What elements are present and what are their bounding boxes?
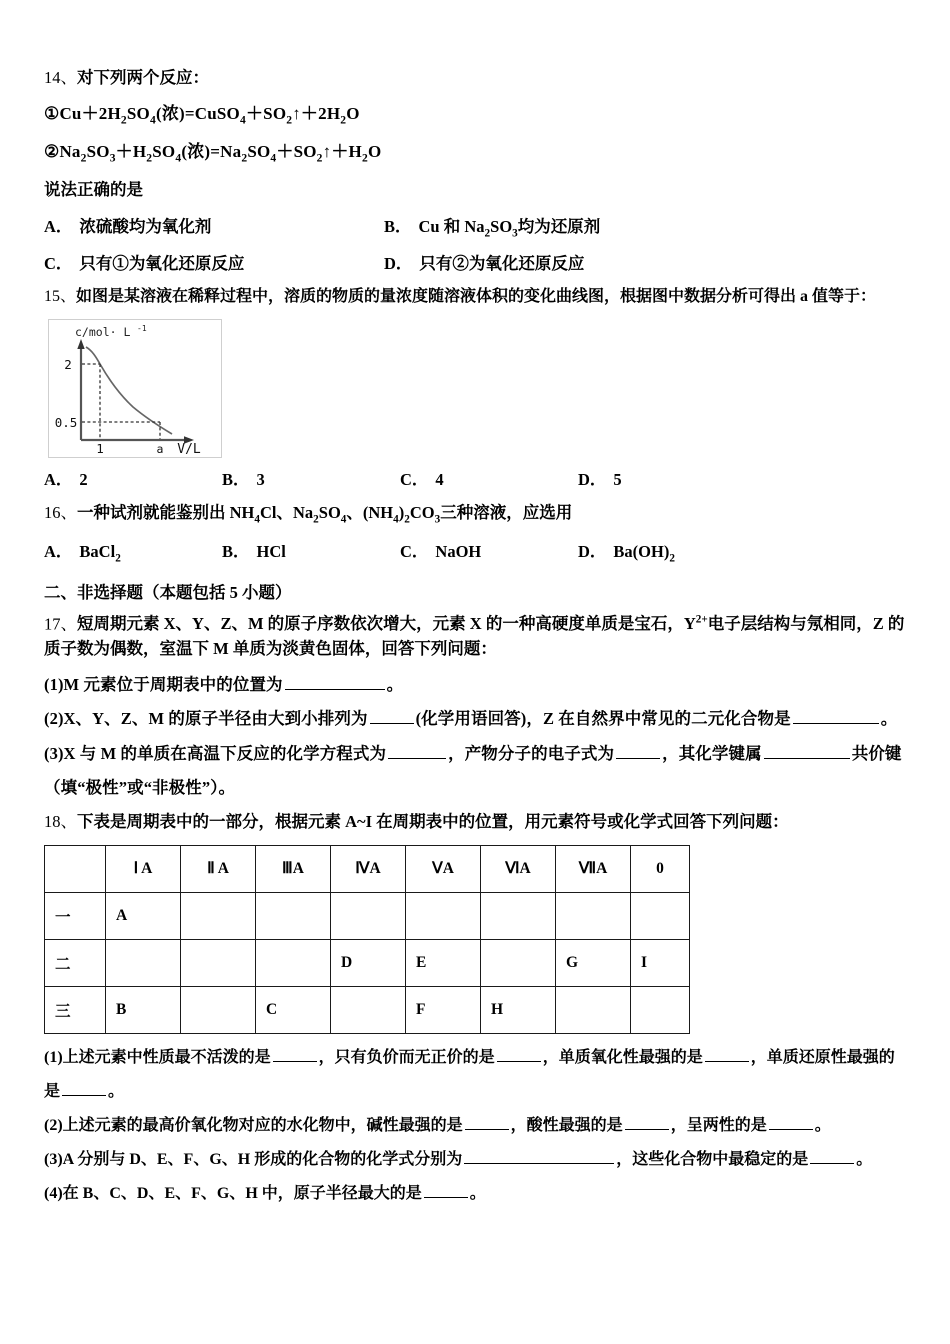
option-label-d: D． <box>578 470 607 490</box>
cell-r1-VA <box>406 892 481 939</box>
table-row <box>45 939 690 986</box>
option-label-d: D． <box>384 254 413 274</box>
chart-xtick-a: a <box>156 442 164 455</box>
q18-p3-blank-2[interactable] <box>810 1148 854 1164</box>
cell-r2-IVA: D <box>331 939 406 986</box>
option-label-c: C． <box>44 254 73 274</box>
period-label-2: 二 <box>45 939 106 986</box>
header-group-VA: ⅤA <box>406 845 481 892</box>
question-14-number: 14、 <box>44 68 77 87</box>
option-text-c: 只有①为氧化还原反应 <box>79 254 245 274</box>
option-text-b: 3 <box>256 470 265 490</box>
cell-r2-0: I <box>631 939 690 986</box>
question-18-stem <box>44 810 920 835</box>
header-group-IVA: ⅣA <box>331 845 406 892</box>
question-14-stem <box>44 66 920 91</box>
q18-p3-text-b: ，这些化合物中最稳定的是 <box>616 1150 809 1168</box>
question-15-option-c[interactable] <box>400 466 578 490</box>
option-label-b: B． <box>222 470 250 490</box>
q17-p3-blank-3[interactable] <box>764 742 850 759</box>
question-17-number: 17、 <box>44 614 77 634</box>
q17-p1-blank[interactable] <box>285 673 385 690</box>
option-label-c: C． <box>400 470 429 490</box>
q18-p3-text-c: 。 <box>856 1150 873 1168</box>
q18-p1-blank-3[interactable] <box>705 1046 749 1062</box>
q18-p3-blank-1[interactable] <box>464 1148 614 1164</box>
question-17-stem <box>44 612 920 662</box>
question-15-options <box>44 466 920 490</box>
q17-p2-text-a: (2)X、Y、Z、M 的原子半径由大到小排列为 <box>44 709 368 729</box>
option-label-d: D． <box>578 542 607 562</box>
option-text-c: NaOH <box>435 542 482 562</box>
question-14-prompt: 说法正确的是 <box>44 180 143 200</box>
periodic-table <box>44 845 690 1034</box>
question-15-option-d[interactable] <box>578 466 756 490</box>
question-18-part-3 <box>44 1146 920 1174</box>
question-14-stem-text: 对下列两个反应： <box>77 68 209 87</box>
q17-p3-text-c: ，其化学键属 <box>662 743 762 763</box>
question-15-stem-text: 如图是某溶液在稀释过程中，溶质的物质的量浓度随溶液体积的变化曲线图，根据图中数据分析可得出 a 值等于： <box>76 288 877 306</box>
option-label-a: A． <box>44 216 73 236</box>
question-16-options <box>44 538 920 564</box>
header-group-IIA: Ⅱ A <box>181 845 256 892</box>
question-16-stem <box>44 501 920 528</box>
header-group-VIA: ⅥA <box>481 845 556 892</box>
cell-r3-IIA <box>181 986 256 1033</box>
question-18-part-2 <box>44 1112 920 1140</box>
q18-p1-blank-2[interactable] <box>497 1046 541 1062</box>
option-label-c: C． <box>400 542 429 562</box>
cell-r1-IA: A <box>106 892 181 939</box>
q17-p2-blank-2[interactable] <box>793 708 879 725</box>
cell-r1-IIIA <box>256 892 331 939</box>
option-text-d: $Ba(OH)_2$ <box>613 542 675 565</box>
q18-p1-text-d: ，单质还原性最强的 <box>750 1048 895 1066</box>
question-14-equation-1: $①Cu+2H_2SO_4$(浓)$=CuSO_4+SO_2↑+2H_2O$ <box>44 103 360 127</box>
cell-r3-VA: F <box>406 986 481 1033</box>
question-18-part-4 <box>44 1180 920 1208</box>
header-group-VIIA: ⅦA <box>556 845 631 892</box>
q17-p1-text-b: 。 <box>386 674 404 694</box>
cell-r1-IIA <box>181 892 256 939</box>
question-17-part-1 <box>44 672 920 698</box>
q17-p3-blank-2[interactable] <box>616 742 660 759</box>
question-18-part-1-cont <box>44 1078 920 1106</box>
cell-r3-IA: B <box>106 986 181 1033</box>
question-16-number: 16、 <box>44 503 77 523</box>
question-18-part-1 <box>44 1044 920 1072</box>
q18-p2-text-b: ，酸性最强的是 <box>510 1116 623 1134</box>
cell-r1-VIIA <box>556 892 631 939</box>
q18-p2-text-d: 。 <box>814 1116 831 1134</box>
q17-p3-text-a: (3)X 与 M 的单质在高温下反应的化学方程式为 <box>44 743 387 763</box>
option-text-d: 只有②为氧化还原反应 <box>419 254 585 274</box>
question-15-option-b[interactable] <box>222 466 400 490</box>
cell-r2-VIIA: G <box>556 939 631 986</box>
periodic-table-header-row <box>45 845 690 892</box>
page-content <box>44 66 920 1214</box>
dilution-curve-chart <box>53 322 209 454</box>
chart-xlabel: V/L <box>177 442 201 455</box>
q18-p1-text-f: 。 <box>108 1082 125 1100</box>
table-row <box>45 892 690 939</box>
period-label-3: 三 <box>45 986 106 1033</box>
q18-p3-text-a: (3)A 分别与 D、E、F、G、H 形成的化合物的化学式分别为 <box>44 1150 463 1168</box>
cell-r3-IIIA: C <box>256 986 331 1033</box>
option-text-b: Cu 和 $Na_2SO_3$均为还原剂 <box>418 216 601 240</box>
header-corner <box>45 845 106 892</box>
question-14-option-a[interactable] <box>44 213 384 239</box>
question-17-part-3-cont: （填“极性”或“非极性”）。 <box>44 778 236 798</box>
chart-ylabel-exponent: -1 <box>137 324 147 334</box>
q17-p3-text-b: ，产物分子的电子式为 <box>448 743 615 763</box>
question-18-number: 18、 <box>44 811 77 831</box>
cell-r1-VIA <box>481 892 556 939</box>
q18-p1-blank-4[interactable] <box>62 1080 106 1096</box>
cell-r3-VIA: H <box>481 986 556 1033</box>
option-label-a: A． <box>44 542 73 562</box>
q18-p2-blank-1[interactable] <box>465 1114 509 1130</box>
option-text-d: 5 <box>613 470 622 490</box>
q18-p2-text-a: (2)上述元素的最高价氧化物对应的水化物中，碱性最强的是 <box>44 1116 463 1134</box>
header-group-IA: Ⅰ A <box>106 845 181 892</box>
chart-ytick-2: 2 <box>64 357 72 373</box>
period-label-1: 一 <box>45 892 106 939</box>
chart-curve <box>86 347 172 434</box>
question-14-option-c[interactable] <box>44 250 384 274</box>
question-17-part-2 <box>44 706 920 732</box>
cell-r2-IA <box>106 939 181 986</box>
q18-p4-text-b: 。 <box>469 1184 486 1202</box>
table-row <box>45 986 690 1033</box>
question-16-option-b[interactable] <box>222 538 400 564</box>
cell-r1-0 <box>631 892 690 939</box>
cell-r3-VIIA <box>556 986 631 1033</box>
cell-r2-IIIA <box>256 939 331 986</box>
q18-p2-blank-2[interactable] <box>625 1114 669 1130</box>
section-2-title: 二、非选择题（本题包括 5 小题） <box>44 582 292 602</box>
header-group-0: 0 <box>631 845 690 892</box>
question-16-option-c[interactable] <box>400 538 578 564</box>
q18-p4-text-a: (4)在 B、C、D、E、F、G、H 中，原子半径最大的是 <box>44 1184 422 1202</box>
option-label-a: A． <box>44 470 73 490</box>
question-16-option-d[interactable] <box>578 538 756 564</box>
option-text-a: 浓硫酸均为氧化剂 <box>79 216 212 236</box>
q17-p2-text-c: 。 <box>880 709 898 729</box>
q18-p2-blank-3[interactable] <box>769 1114 813 1130</box>
question-16-option-a[interactable] <box>44 538 222 564</box>
question-14-options-row-1 <box>44 213 920 239</box>
chart-xtick-1: 1 <box>96 441 104 455</box>
question-15-figure <box>48 319 222 458</box>
cell-r3-IVA <box>331 986 406 1033</box>
question-15-option-a[interactable] <box>44 466 222 490</box>
question-14-equation-2: $②Na_2SO_3+H_2SO_4$(浓)$=Na_2SO_4+SO_2↑+H_2O$ <box>44 142 382 165</box>
q18-p1-text-b: ，只有负价而无正价的是 <box>318 1048 495 1066</box>
option-label-b: B． <box>384 216 412 236</box>
q18-p2-text-c: ，呈两性的是 <box>670 1116 767 1134</box>
q18-p1-text-c: ，单质氧化性最强的是 <box>542 1048 703 1066</box>
cell-r1-IVA <box>331 892 406 939</box>
cell-r2-VIA <box>481 939 556 986</box>
question-18-stem-text: 下表是周期表中的一部分，根据元素 A~I 在周期表中的位置，用元素符号或化学式回答下列问题： <box>77 811 789 831</box>
header-group-IIIA: ⅢA <box>256 845 331 892</box>
q18-p4-blank[interactable] <box>424 1182 468 1198</box>
question-17-part-3 <box>44 741 920 767</box>
chart-y-axis-arrow <box>77 339 84 349</box>
q18-p1-text-a: (1)上述元素中性质最不活泼的是 <box>44 1048 271 1066</box>
question-15-number: 15、 <box>44 288 77 306</box>
q17-p2-blank-1[interactable] <box>370 708 414 725</box>
cell-r2-VA: E <box>406 939 481 986</box>
cell-r3-0 <box>631 986 690 1033</box>
question-14-options-row-2 <box>44 250 920 274</box>
option-label-b: B． <box>222 542 250 562</box>
question-14-option-d[interactable] <box>384 250 822 274</box>
chart-ytick-05: 0.5 <box>54 415 78 431</box>
chart-ylabel: c/mol· L <box>75 325 131 340</box>
question-15-stem <box>44 285 920 309</box>
q17-p2-text-b: (化学用语回答)，Z 在自然界中常见的二元化合物是 <box>415 709 791 729</box>
option-text-a: 2 <box>79 470 88 490</box>
cell-r2-IIA <box>181 939 256 986</box>
q17-p3-blank-1[interactable] <box>388 742 446 759</box>
question-14-option-b[interactable] <box>384 213 822 239</box>
question-17-stem-text: 短周期元素 X、Y、Z、M 的原子序数依次增大，元素 X 的一种高硬度单质是宝石，$Y^{2+}$电子层结构与氖相同，Z 的质子数为偶数，室温下 M 单质为淡黄色固体，回答下列问题： <box>44 613 905 658</box>
option-text-a: BaCl$_2$ <box>79 542 121 565</box>
option-text-b: HCl <box>256 542 286 562</box>
q17-p1-text-a: (1)M 元素位于周期表中的位置为 <box>44 674 283 694</box>
q18-p1-text-e: 是 <box>44 1082 61 1100</box>
question-16-stem-text: 一种试剂就能鉴别出 $NH_4Cl$、$Na_2SO_4$、$(NH_4)_2CO_3$三种溶液，应选用 <box>77 503 573 526</box>
q17-p3-text-d: 共价键 <box>851 743 902 763</box>
option-text-c: 4 <box>435 470 444 490</box>
q18-p1-blank-1[interactable] <box>273 1046 317 1062</box>
